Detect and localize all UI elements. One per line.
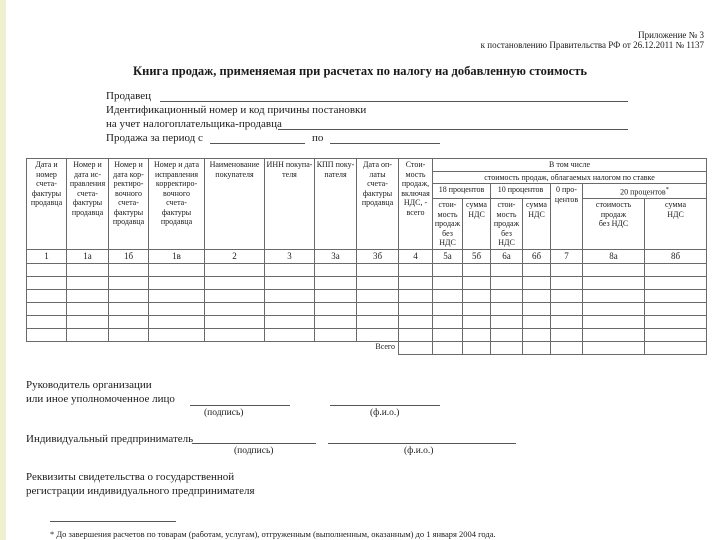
col-number: 8б	[645, 249, 707, 264]
col-number: 3б	[357, 249, 399, 264]
total-row	[27, 342, 707, 355]
head-name-caption: (ф.и.о.)	[370, 408, 400, 418]
period-label: Продажа за период с	[106, 132, 203, 144]
page-edge-bar	[0, 0, 6, 540]
col-adjustment-correction: Номер и дата исправления корректиро- вочного счета- фактуры продавца	[149, 159, 205, 250]
col-payment-date: Дата оп- латы счета- фактуры продавца	[357, 159, 399, 250]
table-row[interactable]	[27, 303, 707, 316]
col-18-cost: стои- мость продаж без НДС	[433, 199, 463, 250]
table-row[interactable]	[27, 316, 707, 329]
head-label-2: или иное уполномоченное лицо	[26, 393, 175, 405]
col-number: 1а	[67, 249, 109, 264]
col-buyer-inn: ИНН покупа- теля	[265, 159, 315, 250]
sales-ledger-table	[26, 158, 707, 355]
entrepreneur-name-caption: (ф.и.о.)	[404, 446, 434, 456]
seller-line[interactable]	[160, 101, 628, 102]
seller-label: Продавец	[106, 90, 152, 102]
col-number: 8а	[583, 249, 645, 264]
rate-10-header: 10 процентов	[491, 184, 551, 199]
col-buyer-kpp: КПП поку- пателя	[315, 159, 357, 250]
col-number: 1в	[149, 249, 205, 264]
table-row[interactable]	[27, 264, 707, 277]
col-20-vat: сумма НДС	[645, 199, 707, 250]
rate-0-header: 0 про- центов	[551, 184, 583, 250]
column-number-row	[27, 249, 707, 264]
col-18-vat: сумма НДС	[463, 199, 491, 250]
entrepreneur-signature-line[interactable]	[192, 443, 316, 444]
col-invoice-date-number: Дата и номер счета- фактуры продавца	[27, 159, 67, 250]
col-10-vat: сумма НДС	[523, 199, 551, 250]
col-total-sales: Стои- мость продаж, включая НДС, - всего	[399, 159, 433, 250]
head-signature-line[interactable]	[190, 405, 290, 406]
head-signature-caption: (подпись)	[204, 408, 244, 418]
head-name-line[interactable]	[330, 405, 440, 406]
period-to-label: по	[312, 132, 324, 144]
inn-kpp-label-2: на учет налогоплательщика-продавца	[106, 118, 282, 130]
col-adjustment-invoice: Номер и дата кор- ректиро- вочного счета- фактуры продавца	[109, 159, 149, 250]
table-row[interactable]	[27, 329, 707, 342]
col-20-cost: стоимость продаж без НДС	[583, 199, 645, 250]
appendix-note	[481, 30, 704, 50]
col-number: 5а	[433, 249, 463, 264]
appendix-line-1: Приложение № 3	[638, 30, 704, 40]
rate-20-header: 20 процентов*	[583, 184, 707, 199]
col-buyer-name: Наименование покупателя	[205, 159, 265, 250]
appendix-line-2: к постановлению Правительства РФ от 26.12.2011 № 1137	[480, 40, 704, 50]
footnote: * До завершения расчетов по товарам (работам, услугам), отгруженным (выполненным, оказанным) до 1 января 2004 года.	[50, 529, 496, 539]
col-10-cost: стои- мость продаж без НДС	[491, 199, 523, 250]
period-to-line[interactable]	[330, 143, 440, 144]
col-number: 3а	[315, 249, 357, 264]
group-including-header: В том числе	[433, 159, 707, 172]
col-number: 6б	[523, 249, 551, 264]
registration-details-label-2: регистрации индивидуального предпринимателя	[26, 485, 255, 497]
col-number: 1б	[109, 249, 149, 264]
registration-details-label-1: Реквизиты свидетельства о государственной	[26, 471, 235, 483]
total-label: Всего	[375, 342, 395, 352]
inn-kpp-label-1: Идентификационный номер и код причины постановки	[106, 104, 367, 116]
col-number: 5б	[463, 249, 491, 264]
rate-18-header: 18 процентов	[433, 184, 491, 199]
page-title: Книга продаж, применяемая при расчетах по налогу на добавленную стоимость	[133, 64, 587, 78]
col-number: 3	[265, 249, 315, 264]
head-label-1: Руководитель организации	[26, 379, 152, 391]
entrepreneur-label: Индивидуальный предприниматель	[26, 433, 194, 445]
taxable-sales-header: стоимость продаж, облагаемых налогом по ставке	[433, 171, 707, 184]
period-from-line[interactable]	[210, 143, 305, 144]
col-number: 6а	[491, 249, 523, 264]
col-number: 1	[27, 249, 67, 264]
entrepreneur-signature-caption: (подпись)	[234, 446, 274, 456]
col-number: 2	[205, 249, 265, 264]
table-row[interactable]	[27, 277, 707, 290]
footnote-separator	[50, 521, 176, 522]
table-row[interactable]	[27, 290, 707, 303]
col-number: 4	[399, 249, 433, 264]
entrepreneur-name-line[interactable]	[328, 443, 516, 444]
col-number: 7	[551, 249, 583, 264]
col-correction-number-date: Номер и дата ис- правления счета- фактуры продавца	[67, 159, 109, 250]
inn-kpp-line[interactable]	[278, 129, 628, 130]
